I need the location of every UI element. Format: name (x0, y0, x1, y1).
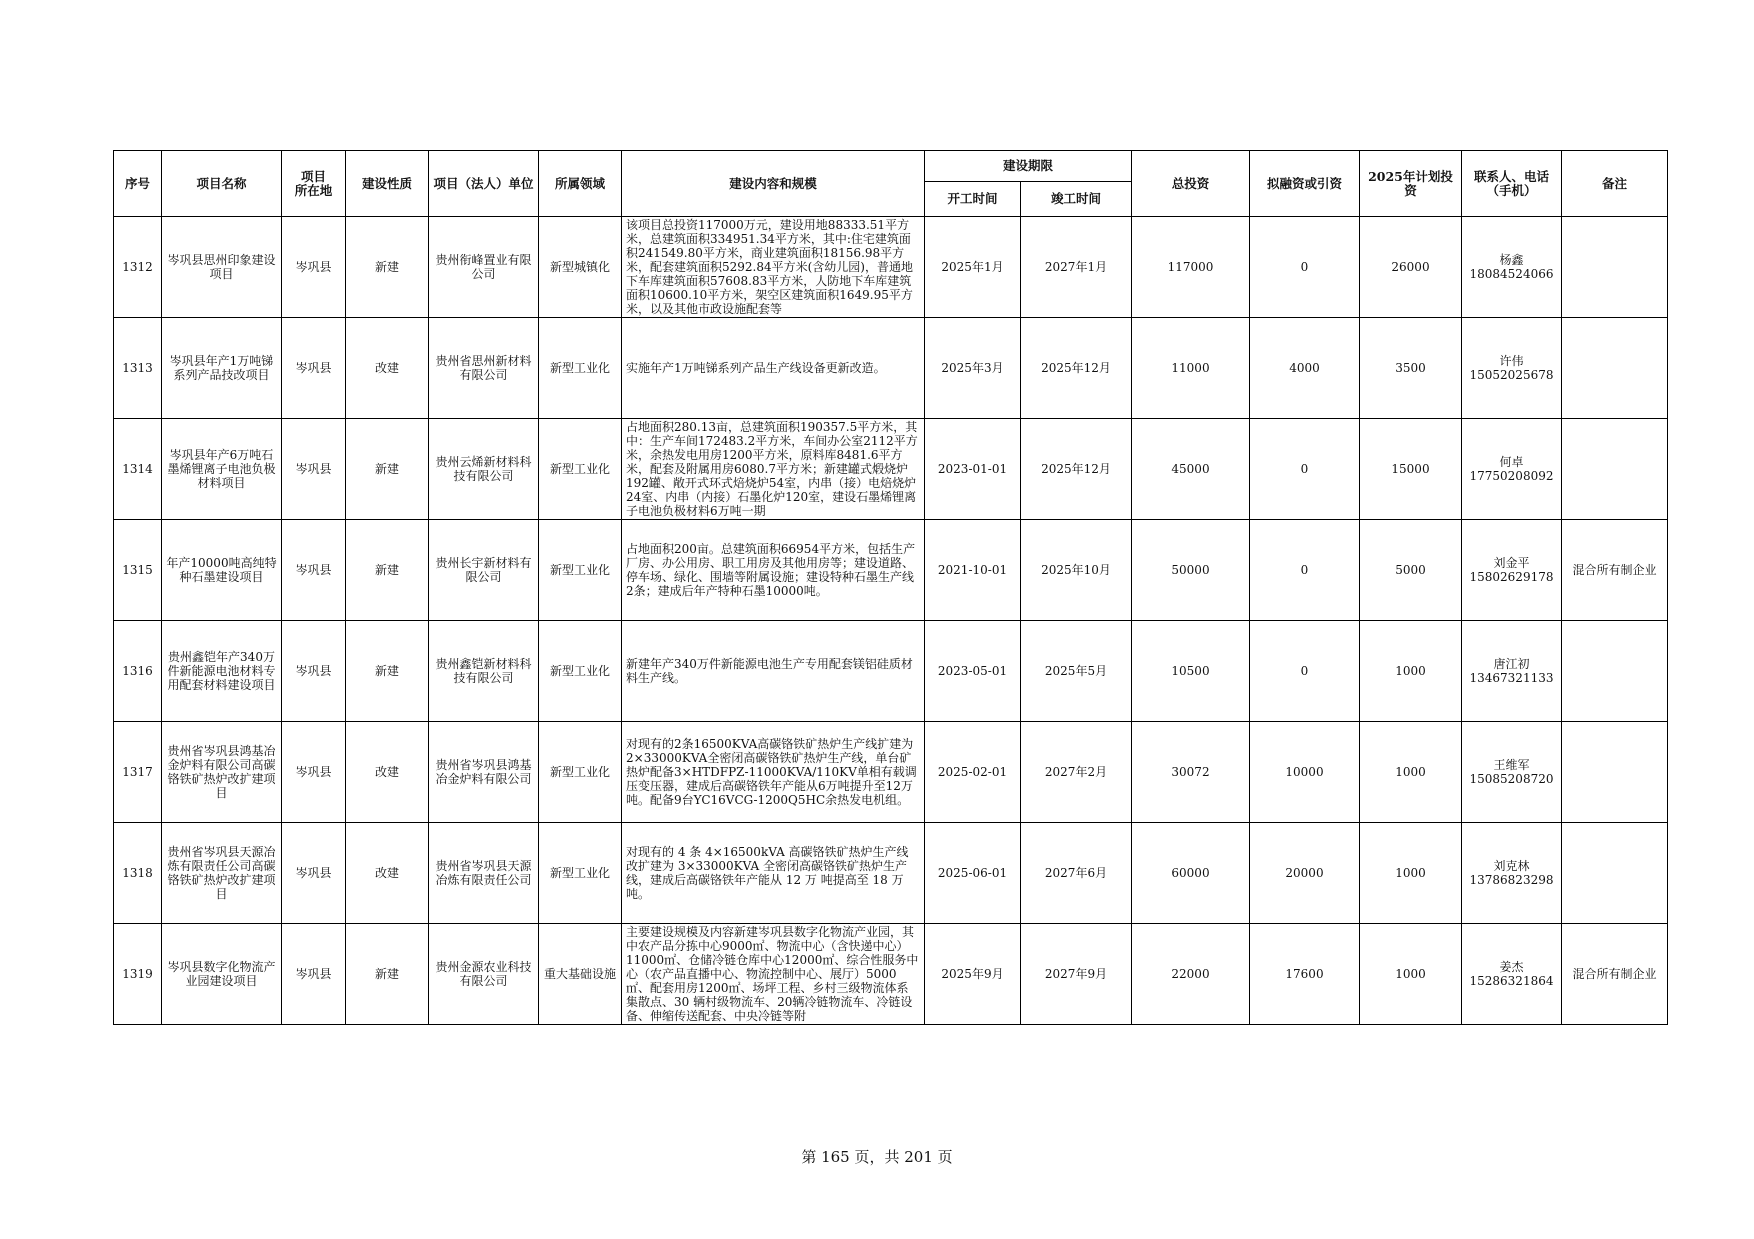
cell-contact (1462, 621, 1562, 722)
cell-unit: 贵州云烯新材料科技有限公司 (429, 419, 539, 520)
cell-content (622, 419, 925, 520)
cell-end: 2025年12月 (1021, 318, 1132, 419)
table-row (114, 823, 1668, 924)
col-plan2025: 2025年计划投资 (1360, 151, 1462, 217)
contact-phone: 15802629178 (1469, 570, 1554, 584)
cell-start: 2025年1月 (925, 217, 1021, 318)
cell-plan2025: 1000 (1360, 722, 1462, 823)
content-text: 占地面积200亩。总建筑面积66954平方米，包括生产厂房、办公用房、职工用房及其他用房等；建设道路、停车场、绿化、围墙等附属设施；建设特种石墨生产线2条；建成后年产特种石墨10000吨。 (626, 542, 916, 598)
col-nature: 建设性质 (346, 151, 429, 217)
cell-content (622, 621, 925, 722)
cell-contact (1462, 823, 1562, 924)
cell-seq: 1317 (114, 722, 162, 823)
cell-content (622, 924, 925, 1025)
table-row (114, 621, 1668, 722)
col-contact: 联系人、电话（手机） (1462, 151, 1562, 217)
cell-financing: 10000 (1250, 722, 1360, 823)
cell-contact (1462, 217, 1562, 318)
contact-name: 刘克林 (1493, 859, 1530, 873)
table-row (114, 419, 1668, 520)
cell-name: 年产10000吨高纯特种石墨建设项目 (162, 520, 282, 621)
cell-unit: 贵州衔峰置业有限公司 (429, 217, 539, 318)
cell-field: 重大基础设施 (539, 924, 622, 1025)
col-total: 总投资 (1132, 151, 1250, 217)
cell-end: 2027年6月 (1021, 823, 1132, 924)
cell-nature: 改建 (346, 722, 429, 823)
cell-nature: 新建 (346, 520, 429, 621)
cell-remark (1562, 621, 1668, 722)
cell-nature: 新建 (346, 621, 429, 722)
content-text: 占地面积280.13亩，总建筑面积190357.5平方米，其中：生产车间172483.2平方米，车间办公室2112平方米，余热发电用房1200平方米，原料库8481.6平方米，配套及附属用房6080.7平方米；新建罐式煅烧炉192罐、敞开式环式焙烧炉54室，内串（接）电焙烧炉24室、内串（内接）石墨化炉120室，建设石墨烯锂离子电池负极材料6万吨一期 (626, 420, 918, 518)
cell-seq: 1315 (114, 520, 162, 621)
cell-location: 岑巩县 (282, 419, 346, 520)
cell-remark (1562, 318, 1668, 419)
content-text: 新建年产340万件新能源电池生产专用配套镁铝硅质材料生产线。 (626, 657, 913, 685)
contact-phone: 17750208092 (1469, 469, 1554, 483)
cell-nature: 新建 (346, 419, 429, 520)
cell-total: 117000 (1132, 217, 1250, 318)
table-row (114, 217, 1668, 318)
cell-total: 11000 (1132, 318, 1250, 419)
cell-nature: 新建 (346, 217, 429, 318)
cell-total: 10500 (1132, 621, 1250, 722)
content-text: 主要建设规模及内容新建岑巩县数字化物流产业园，其中农产品分拣中心9000㎡、物流中心（含快递中心）11000㎡、仓储冷链仓库中心12000㎡、综合性服务中心（农产品直播中心、物流控制中心、展厅）5000㎡、配套用房1200㎡、场坪工程、乡村三级物流体系集散点、30 辆村级物流车、20辆冷链物流车、冷链设备、伸缩传送配套、中央冷链等附 (626, 925, 919, 1023)
contact-phone: 15085208720 (1469, 772, 1554, 786)
cell-seq: 1314 (114, 419, 162, 520)
cell-start: 2025年9月 (925, 924, 1021, 1025)
cell-end: 2025年12月 (1021, 419, 1132, 520)
col-remark: 备注 (1562, 151, 1668, 217)
cell-nature: 改建 (346, 318, 429, 419)
col-location: 项目 所在地 (282, 151, 346, 217)
cell-name: 岑巩县思州印象建设项目 (162, 217, 282, 318)
cell-financing: 20000 (1250, 823, 1360, 924)
table-row (114, 318, 1668, 419)
cell-unit: 贵州金源农业科技有限公司 (429, 924, 539, 1025)
cell-location: 岑巩县 (282, 823, 346, 924)
cell-plan2025: 1000 (1360, 621, 1462, 722)
content-text: 对现有的 4 条 4×16500kVA 高碳铬铁矿热炉生产线改扩建为 3×33000KVA 全密闭高碳铬铁矿热炉生产线，建成后高碳铬铁年产能从 12 万 吨提高至 18 万吨。 (626, 845, 909, 901)
cell-financing: 0 (1250, 621, 1360, 722)
content-text: 该项目总投资117000万元，建设用地88333.51平方米，总建筑面积334951.34平方米，其中:住宅建筑面积241549.80平方米，商业建筑面积18156.98平方米，配套建筑面积5292.84平方米(含幼儿园)，普通地下车库建筑面积57608.83平方米，人防地下车库建筑面积10600.10平方米，架空区建筑面积1649.95平方米，以及其他市政设施配套等 (626, 218, 913, 316)
contact-phone: 18084524066 (1469, 267, 1554, 281)
cell-name: 岑巩县数字化物流产业园建设项目 (162, 924, 282, 1025)
col-field: 所属领域 (539, 151, 622, 217)
contact-phone: 15052025678 (1469, 368, 1554, 382)
cell-plan2025: 1000 (1360, 823, 1462, 924)
contact-name: 王维军 (1493, 758, 1530, 772)
cell-location: 岑巩县 (282, 722, 346, 823)
cell-total: 60000 (1132, 823, 1250, 924)
cell-contact (1462, 419, 1562, 520)
cell-content (622, 520, 925, 621)
cell-location: 岑巩县 (282, 924, 346, 1025)
cell-field: 新型工业化 (539, 722, 622, 823)
table-row (114, 520, 1668, 621)
cell-unit: 贵州鑫铠新材料科技有限公司 (429, 621, 539, 722)
contact-name: 许伟 (1499, 354, 1524, 368)
cell-location: 岑巩县 (282, 318, 346, 419)
cell-field: 新型工业化 (539, 520, 622, 621)
col-period: 建设期限 (925, 151, 1132, 182)
cell-contact (1462, 722, 1562, 823)
cell-seq: 1319 (114, 924, 162, 1025)
cell-financing: 4000 (1250, 318, 1360, 419)
cell-start: 2023-01-01 (925, 419, 1021, 520)
contact-name: 姜杰 (1499, 960, 1524, 974)
cell-field: 新型工业化 (539, 823, 622, 924)
cell-plan2025: 3500 (1360, 318, 1462, 419)
contact-name: 杨鑫 (1499, 253, 1524, 267)
col-end: 竣工时间 (1021, 182, 1132, 217)
cell-field: 新型城镇化 (539, 217, 622, 318)
col-unit: 项目（法人）单位 (429, 151, 539, 217)
cell-seq: 1312 (114, 217, 162, 318)
cell-name: 岑巩县年产6万吨石墨烯锂离子电池负极材料项目 (162, 419, 282, 520)
cell-remark (1562, 217, 1668, 318)
cell-seq: 1316 (114, 621, 162, 722)
cell-content (622, 823, 925, 924)
cell-unit: 贵州省思州新材料有限公司 (429, 318, 539, 419)
cell-plan2025: 26000 (1360, 217, 1462, 318)
content-text: 对现有的2条16500KVA高碳铬铁矿热炉生产线扩建为2×33000KVA全密闭高碳铬铁矿热炉生产线，单台矿热炉配备3×HTDFPZ-11000KVA/110KV单相有载调压变压器，建成后高碳铬铁年产能从6万吨提升至12万吨。配备9台YC16VCG-1200Q5HC余热发电机组。 (626, 737, 917, 807)
cell-nature: 新建 (346, 924, 429, 1025)
cell-end: 2027年1月 (1021, 217, 1132, 318)
contact-phone: 13786823298 (1469, 873, 1554, 887)
cell-field: 新型工业化 (539, 419, 622, 520)
col-financing: 拟融资或引资 (1250, 151, 1360, 217)
cell-name: 贵州省岑巩县鸿基冶金炉料有限公司高碳铬铁矿热炉改扩建项目 (162, 722, 282, 823)
col-seq: 序号 (114, 151, 162, 217)
cell-remark: 混合所有制企业 (1562, 924, 1668, 1025)
cell-contact (1462, 924, 1562, 1025)
cell-start: 2025年3月 (925, 318, 1021, 419)
cell-end: 2027年2月 (1021, 722, 1132, 823)
cell-remark: 混合所有制企业 (1562, 520, 1668, 621)
cell-unit: 贵州省岑巩县天源冶炼有限责任公司 (429, 823, 539, 924)
cell-end: 2027年9月 (1021, 924, 1132, 1025)
cell-name: 贵州省岑巩县天源冶炼有限责任公司高碳铬铁矿热炉改扩建项目 (162, 823, 282, 924)
cell-seq: 1318 (114, 823, 162, 924)
cell-total: 30072 (1132, 722, 1250, 823)
cell-plan2025: 15000 (1360, 419, 1462, 520)
cell-plan2025: 1000 (1360, 924, 1462, 1025)
cell-unit: 贵州长宇新材料有限公司 (429, 520, 539, 621)
cell-name: 贵州鑫铠年产340万件新能源电池材料专用配套材料建设项目 (162, 621, 282, 722)
cell-seq: 1313 (114, 318, 162, 419)
cell-location: 岑巩县 (282, 621, 346, 722)
contact-name: 何卓 (1499, 455, 1524, 469)
cell-content (622, 217, 925, 318)
cell-financing: 0 (1250, 217, 1360, 318)
cell-remark (1562, 823, 1668, 924)
cell-location: 岑巩县 (282, 217, 346, 318)
table-body (114, 217, 1668, 1025)
cell-contact (1462, 520, 1562, 621)
cell-financing: 0 (1250, 520, 1360, 621)
cell-financing: 0 (1250, 419, 1360, 520)
cell-plan2025: 5000 (1360, 520, 1462, 621)
cell-total: 22000 (1132, 924, 1250, 1025)
col-start: 开工时间 (925, 182, 1021, 217)
cell-financing: 17600 (1250, 924, 1360, 1025)
cell-start: 2025-02-01 (925, 722, 1021, 823)
content-text: 实施年产1万吨锑系列产品生产线设备更新改造。 (626, 361, 886, 375)
cell-name: 岑巩县年产1万吨锑系列产品技改项目 (162, 318, 282, 419)
cell-start: 2023-05-01 (925, 621, 1021, 722)
project-table (113, 150, 1668, 1025)
cell-field: 新型工业化 (539, 621, 622, 722)
cell-remark (1562, 722, 1668, 823)
contact-name: 唐江初 (1493, 657, 1530, 671)
cell-total: 45000 (1132, 419, 1250, 520)
col-name: 项目名称 (162, 151, 282, 217)
table-header (114, 151, 1668, 217)
table-row (114, 924, 1668, 1025)
cell-end: 2025年10月 (1021, 520, 1132, 621)
cell-content (622, 722, 925, 823)
cell-total: 50000 (1132, 520, 1250, 621)
contact-phone: 15286321864 (1469, 974, 1554, 988)
cell-nature: 改建 (346, 823, 429, 924)
cell-location: 岑巩县 (282, 520, 346, 621)
cell-content (622, 318, 925, 419)
cell-unit: 贵州省岑巩县鸿基冶金炉料有限公司 (429, 722, 539, 823)
contact-phone: 13467321133 (1469, 671, 1554, 685)
page-footer: 第 165 页，共 201 页 (801, 1148, 953, 1166)
table-row (114, 722, 1668, 823)
contact-name: 刘金平 (1493, 556, 1530, 570)
cell-contact (1462, 318, 1562, 419)
cell-field: 新型工业化 (539, 318, 622, 419)
cell-start: 2025-06-01 (925, 823, 1021, 924)
cell-start: 2021-10-01 (925, 520, 1021, 621)
cell-end: 2025年5月 (1021, 621, 1132, 722)
cell-remark (1562, 419, 1668, 520)
col-content: 建设内容和规模 (622, 151, 925, 217)
